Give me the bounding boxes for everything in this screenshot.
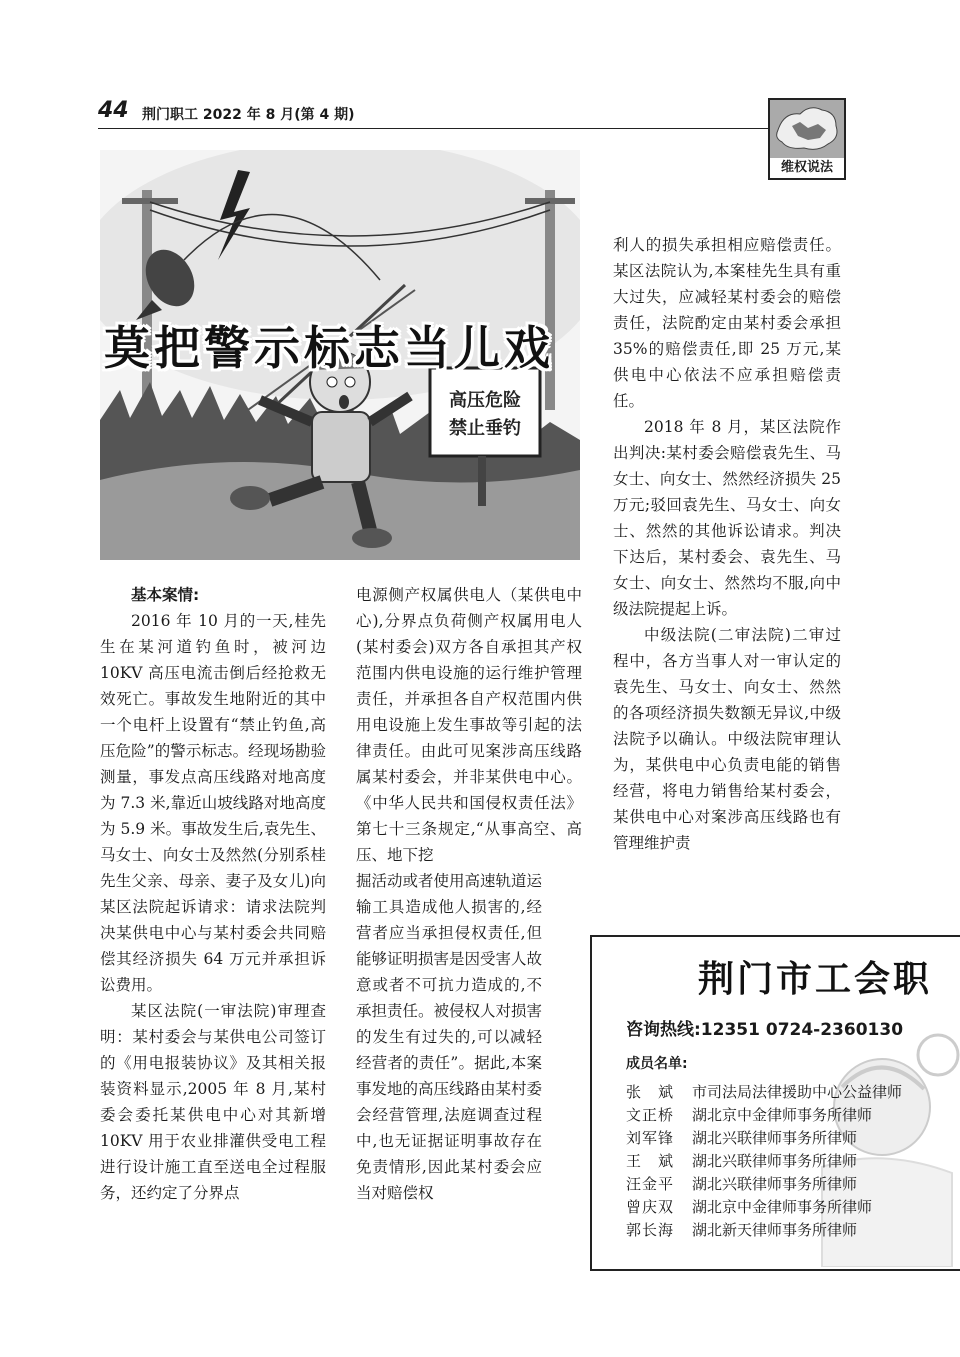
member-org: 市司法局法律援助中心公益律师 — [692, 1083, 903, 1101]
article-column-1 — [100, 582, 326, 1206]
member-org: 湖北兴联律师事务所律师 — [692, 1175, 858, 1193]
member-org: 湖北兴联律师事务所律师 — [692, 1129, 858, 1147]
member-name: 郭长海 — [626, 1221, 675, 1239]
article-column-2 — [356, 582, 582, 1206]
consult-hotline: 咨询热线:12351 0724-2360130 — [626, 1020, 904, 1040]
member-name: 张 斌 — [626, 1083, 675, 1101]
paragraph: 利人的损失承担相应赔偿责任。某区法院认为,本案桂先生具有重大过失，应减轻某村委会的赔偿责任，法院酌定由某村委会承担 35%的赔偿责任,即 25 万元,某供电中心依法不应承担赔偿责任。 — [613, 236, 841, 410]
members-heading: 成员名单: — [626, 1056, 688, 1072]
box-title: 荆门市工会职 — [698, 959, 933, 1000]
paragraph: 电源侧产权属供电人（某供电中心),分界点负荷侧产权属用电人(某村委会)双方各自承担其产权范围内供电设施的运行维护管理责任，并承担各自产权范围内供用电设施上发生事故等引起的法律责任。由此可见案涉高压线路属某村委会，并非某供电中心。《中华人民共和国侵权责任法》第七十三条规定,“从事高空、高压、地下挖 — [356, 586, 582, 864]
paragraph: 某区法院(一审法院)审理查明：某村委会与某供电公司签订的《用电报装协议》及其相关报装资料显示,2005 年 8 月,某村委会委托某供电中心对其新增 10KV 用于农业排灌供受电工程进行设计施工直至送电全过程服务，还约定了分界点 — [100, 1002, 326, 1202]
member-name: 刘军锋 — [626, 1129, 675, 1147]
member-list — [626, 1081, 902, 1242]
list-item — [626, 1081, 902, 1104]
list-item — [626, 1104, 902, 1127]
member-org: 湖北京中金律师事务所律师 — [692, 1198, 873, 1216]
warning-sign-line1: 高压危险 — [449, 390, 521, 411]
list-item — [626, 1196, 902, 1219]
member-org: 湖北新天律师事务所律师 — [692, 1221, 858, 1239]
case-heading: 基本案情: — [131, 586, 200, 604]
list-item — [626, 1173, 902, 1196]
paragraph: 中级法院(二审法院)二审过程中，各方当事人对一审认定的袁先生、马女士、向女士、然然的各项经济损失数额无异议,中级法院予以确认。中级法院审理认为，某供电中心负责电能的销售经营，将电力销售给某村委会，某供电中心对案涉高压线路也有管理维护责 — [613, 626, 841, 852]
legal-advisor-box — [590, 935, 960, 1271]
section-badge-label: 维权说法 — [770, 158, 844, 178]
member-name: 汪金平 — [626, 1175, 675, 1193]
member-name: 曾庆双 — [626, 1198, 675, 1216]
member-name: 文正桥 — [626, 1106, 675, 1124]
member-org: 湖北京中金律师事务所律师 — [692, 1106, 873, 1124]
paragraph: 掘活动或者使用高速轨道运输工具造成他人损害的,经营者应当承担侵权责任,但能够证明损害是因受害人故意或者不可抗力造成的,不承担责任。被侵权人对损害的发生有过失的,可以减轻经营者的责任”。据此,本案事发地的高压线路由某村委会经营管理,法庭调查过程中,也无证据证明事故存在免责情形,因此某村委会应当对赔偿权 — [356, 872, 543, 1202]
article-title: 莫把警示标志当儿戏 — [104, 321, 554, 375]
china-map-icon — [770, 100, 844, 158]
list-item — [626, 1219, 902, 1242]
page-number: 44 — [98, 98, 129, 123]
article-column-3 — [613, 232, 841, 856]
section-badge — [768, 98, 846, 180]
member-org: 湖北兴联律师事务所律师 — [692, 1152, 858, 1170]
paragraph: 2018 年 8 月，某区法院作出判决:某村委会赔偿袁先生、马女士、向女士、然然经济损失 25 万元;驳回袁先生、马女士、向女士、然然的其他诉讼请求。判决下达后，某村委会、袁先生、马女士、向女士、然然均不服,向中级法院提起上诉。 — [613, 418, 841, 618]
paragraph: 2016 年 10 月的一天,桂先生在某河道钓鱼时，被河边 10KV 高压电流击倒后经抢救无效死亡。事故发生地附近的其中一个电杆上设置有“禁止钓鱼,高压危险”的警示标志。经现场勘验测量，事发点高压线路对地高度为 7.3 米,靠近山坡线路对地高度为 5.9 米。事故发生后,袁先生、马女士、向女士及然然(分别系桂先生父亲、母亲、妻子及女儿)向某区法院起诉请求：请求法院判决某供电中心与某村委会共同赔偿其经济损失 64 万元并承担诉讼费用。 — [100, 612, 326, 994]
list-item — [626, 1127, 902, 1150]
publication-info: 荆门职工 2022 年 8 月(第 4 期) — [142, 107, 355, 123]
warning-sign-line2: 禁止垂钓 — [449, 418, 521, 439]
header-rule — [98, 128, 840, 129]
list-item — [626, 1150, 902, 1173]
member-name: 王 斌 — [626, 1152, 675, 1170]
